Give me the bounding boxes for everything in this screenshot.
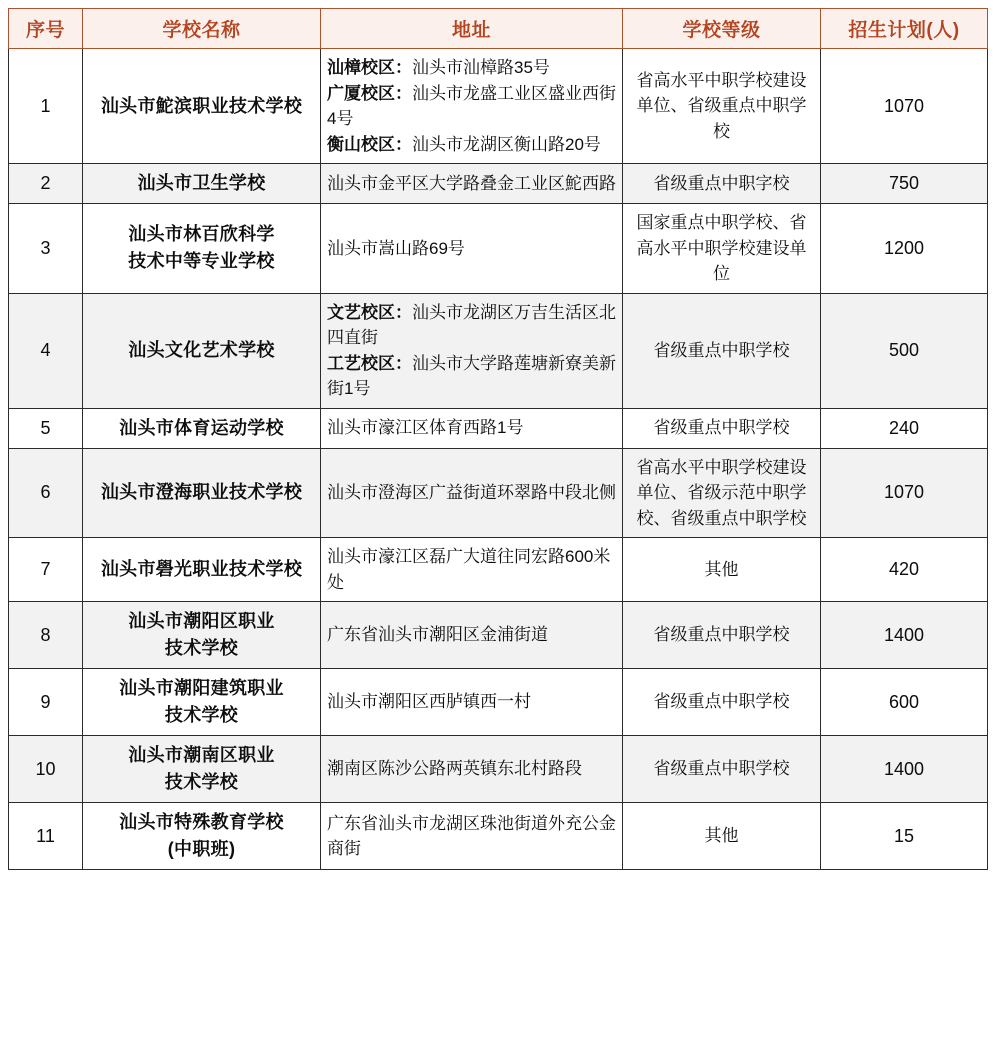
table-header-row <box>9 9 988 49</box>
address-text: 汕头市澄海区广益街道环翠路中段北侧 <box>327 483 616 502</box>
address-text: 汕头市龙湖区万吉生活区北四直街 <box>327 302 616 347</box>
cell-enrollment-plan: 600 <box>821 669 988 736</box>
table-row <box>9 803 988 870</box>
cell-enrollment-plan: 1400 <box>821 602 988 669</box>
cell-address <box>321 803 623 870</box>
cell-school-name <box>83 448 321 538</box>
table-row <box>9 164 988 204</box>
cell-sequence-number: 8 <box>9 602 83 669</box>
school-name-line: 汕头市潮阳建筑职业 <box>119 678 284 698</box>
cell-school-name <box>83 803 321 870</box>
table-row <box>9 293 988 408</box>
school-name-line: 汕头市林百欣科学 <box>128 224 275 245</box>
cell-school-name <box>83 538 321 602</box>
cell-address <box>321 293 623 408</box>
cell-enrollment-plan: 420 <box>821 538 988 602</box>
address-text: 汕头市濠江区磊广大道往同宏路600米处 <box>327 547 611 592</box>
cell-enrollment-plan: 1400 <box>821 736 988 803</box>
address-line <box>327 622 618 648</box>
cell-enrollment-plan: 750 <box>821 164 988 204</box>
column-header-name: 学校名称 <box>83 9 321 49</box>
address-line <box>327 171 618 197</box>
address-line <box>327 300 618 351</box>
address-text: 汕头市金平区大学路叠金工业区鮀西路 <box>327 173 616 193</box>
cell-address <box>321 49 623 164</box>
address-campus-label: 衡山校区： <box>327 134 412 154</box>
cell-sequence-number: 11 <box>9 803 83 870</box>
cell-school-grade: 省级重点中职学校 <box>623 293 821 408</box>
cell-enrollment-plan: 500 <box>821 293 988 408</box>
table-row <box>9 408 988 448</box>
cell-address <box>321 602 623 669</box>
address-text: 广东省汕头市龙湖区珠池街道外充公金商街 <box>327 813 616 858</box>
cell-enrollment-plan: 1200 <box>821 204 988 294</box>
school-name-line: 汕头市潮阳区职业 <box>128 611 275 631</box>
table-row <box>9 736 988 803</box>
address-campus-label: 汕樟校区： <box>327 58 412 77</box>
address-text: 汕头市大学路莲塘新寮美新街1号 <box>327 353 616 398</box>
school-name-line: (中职班) <box>167 839 236 859</box>
address-line <box>327 132 618 158</box>
cell-sequence-number: 5 <box>9 408 83 448</box>
cell-address <box>321 736 623 803</box>
table-row <box>9 538 988 602</box>
table-row <box>9 669 988 736</box>
table-body <box>9 49 988 870</box>
cell-sequence-number: 4 <box>9 293 83 408</box>
cell-school-name <box>83 669 321 736</box>
school-name-line: 汕头市体育运动学校 <box>119 417 284 438</box>
cell-school-grade: 省级重点中职学校 <box>623 408 821 448</box>
school-name-line: 技术学校 <box>164 638 239 658</box>
cell-school-grade: 省级重点中职学校 <box>623 736 821 803</box>
column-header-plan: 招生计划(人) <box>821 9 988 49</box>
address-campus-label: 广厦校区： <box>327 83 412 103</box>
table-header <box>9 9 988 49</box>
address-line <box>327 689 618 715</box>
cell-school-name <box>83 408 321 448</box>
table-row <box>9 602 988 669</box>
column-header-grade: 学校等级 <box>623 9 821 49</box>
cell-school-name <box>83 49 321 164</box>
cell-sequence-number: 9 <box>9 669 83 736</box>
address-line <box>327 415 618 441</box>
address-line <box>327 756 618 782</box>
school-name-line: 技术中等专业学校 <box>128 251 275 272</box>
cell-sequence-number: 10 <box>9 736 83 803</box>
cell-address <box>321 408 623 448</box>
address-line <box>327 480 618 506</box>
cell-sequence-number: 6 <box>9 448 83 538</box>
school-name-line: 汕头市鮀滨职业技术学校 <box>100 95 303 116</box>
cell-school-grade: 省高水平中职学校建设单位、省级示范中职学校、省级重点中职学校 <box>623 448 821 538</box>
cell-school-name <box>83 736 321 803</box>
cell-enrollment-plan: 240 <box>821 408 988 448</box>
cell-school-name <box>83 204 321 294</box>
cell-sequence-number: 2 <box>9 164 83 204</box>
table-row <box>9 49 988 164</box>
address-text: 汕头市汕樟路35号 <box>412 58 550 77</box>
cell-address <box>321 538 623 602</box>
cell-school-grade: 省级重点中职字校 <box>623 164 821 204</box>
column-header-address: 地址 <box>321 9 623 49</box>
school-name-line: 技术学校 <box>164 772 239 792</box>
cell-school-grade: 省级重点中职学校 <box>623 602 821 669</box>
address-text: 汕头市龙盛工业区盛业西街4号 <box>327 83 616 128</box>
cell-school-name <box>83 293 321 408</box>
cell-address <box>321 204 623 294</box>
cell-address <box>321 669 623 736</box>
address-line <box>327 811 618 862</box>
address-campus-label: 工艺校区： <box>327 353 412 373</box>
cell-school-grade: 其他 <box>623 803 821 870</box>
cell-school-grade: 省高水平中职学校建设单位、省级重点中职学校 <box>623 49 821 164</box>
address-line <box>327 81 618 132</box>
address-line <box>327 351 618 402</box>
address-line <box>327 544 618 595</box>
cell-school-name <box>83 602 321 669</box>
cell-address <box>321 164 623 204</box>
cell-sequence-number: 7 <box>9 538 83 602</box>
cell-school-grade: 国家重点中职学校、省高水平中职学校建设单位 <box>623 204 821 294</box>
cell-enrollment-plan: 1070 <box>821 448 988 538</box>
school-name-line: 汕头市礐光职业技术学校 <box>100 559 303 579</box>
cell-enrollment-plan: 15 <box>821 803 988 870</box>
address-line <box>327 55 618 81</box>
cell-school-grade: 省级重点中职学校 <box>623 669 821 736</box>
address-text: 汕头市龙湖区衡山路20号 <box>412 134 601 154</box>
address-text: 汕头市濠江区体育西路1号 <box>327 418 524 438</box>
school-name-line: 汕头文化艺术学校 <box>128 340 275 360</box>
school-name-line: 汕头市潮南区职业 <box>128 745 275 765</box>
address-text: 汕头市潮阳区西胪镇西一村 <box>327 692 531 712</box>
address-line <box>327 236 618 262</box>
cell-sequence-number: 1 <box>9 49 83 164</box>
cell-school-grade: 其他 <box>623 538 821 602</box>
cell-address <box>321 448 623 538</box>
school-name-line: 汕头市澄海职业技术学校 <box>100 482 303 503</box>
school-name-line: 汕头市特殊教育学校 <box>119 812 284 832</box>
cell-school-name <box>83 164 321 204</box>
cell-sequence-number: 3 <box>9 204 83 294</box>
school-name-line: 技术学校 <box>164 705 239 725</box>
address-text: 汕头市嵩山路69号 <box>327 238 465 258</box>
cell-enrollment-plan: 1070 <box>821 49 988 164</box>
column-header-seq: 序号 <box>9 9 83 49</box>
school-enrollment-table <box>8 8 988 870</box>
school-name-line: 汕头市卫生学校 <box>137 173 266 193</box>
address-text: 广东省汕头市潮阳区金浦街道 <box>327 625 548 645</box>
table-row <box>9 448 988 538</box>
address-campus-label: 文艺校区： <box>327 302 412 322</box>
address-text: 潮南区陈沙公路两英镇东北村路段 <box>327 759 582 779</box>
table-row <box>9 204 988 294</box>
